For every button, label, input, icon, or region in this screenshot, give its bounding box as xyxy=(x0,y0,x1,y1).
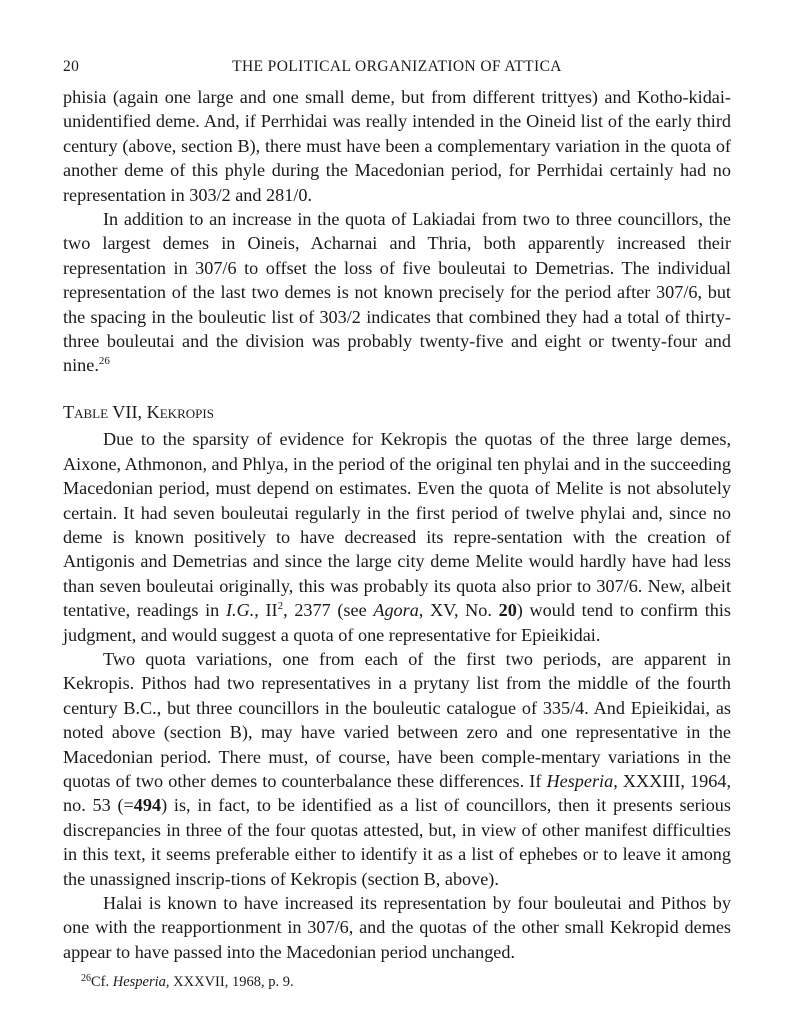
footnote-rest: , XXXVII, 1968, p. 9. xyxy=(165,974,294,991)
ig-citation: I.G. xyxy=(225,600,255,621)
paragraph-5: Halai is known to have increased its representation by four bouleutai and Pithos by one with the reapportionment in 307/6, and the quotas of the other small Kekropid demes appear to have passed into the Macedonian period unchanged. xyxy=(63,893,731,962)
footnote-26 xyxy=(81,972,731,992)
agora-citation: Agora xyxy=(373,600,419,621)
section-heading-text: Table VII, Kekropis xyxy=(63,401,214,422)
footnote-number: 26 xyxy=(81,973,91,985)
hesperia-citation: Hesperia xyxy=(546,770,614,791)
paragraph-4-part-c: , XXXIII, 1964, no. 53 (= xyxy=(63,770,731,816)
paragraph-3-part-a: Due to the sparsity of evidence for Kekropis the quotas of the three large demes, Aixone, Athmonon, and Phlya, in the period of the original ten phylai and in the succeeding Macedonian period, must depend on estimates. Even the quota of Melite is not absolutely certain. It had seven bouleutai regularly in the first period of twelve phylai and, since no deme is known positively to have decreased its repre-sentation with the creation of Antigonis and Demetrias and since the large city deme Melite would hardly have had less than seven bouleutai originally, this was probably its quota also prior to 307/6. New, albeit tentative, readings in xyxy=(63,429,731,621)
paragraph-1: phisia (again one large and one small deme, but from different trittyes) and Kotho-kidai-unidentified deme. And, if Perrhidai was really intended in the Oineid list of the early third century (above, section B), there must have been a complementary variation in the quota of another deme of this phyle during the Macedonian period, for Perrhidai certainly had no representation in 303/2 and 281/0. xyxy=(63,87,731,205)
running-head xyxy=(63,58,731,84)
page xyxy=(63,58,731,992)
agora-number: 20 xyxy=(498,600,517,621)
paragraph-2-text: In addition to an increase in the quota of Lakiadai from two to three councillors, the two largest demes in Oineis, Acharnai and Thria, both apparently increased their representation in 307/6 to offset the loss of five bouleutai to Demetrias. The individual representation of the last two demes is not known precisely for the period after 307/6, but the spacing in the bouleutic list of 303/2 indicates that combined they had a total of thirty-three bouleutai and the division was probably twenty-five and eight or twenty-four and nine. xyxy=(63,209,731,376)
paragraph-2 xyxy=(63,207,731,378)
inscription-number: 494 xyxy=(133,795,162,816)
paragraph-4 xyxy=(63,647,731,891)
footnote-ref-26[interactable]: 26 xyxy=(98,355,110,368)
paragraph-3-part-b: , II xyxy=(254,600,278,621)
paragraph-3-part-d: , XV, No. xyxy=(418,600,499,621)
page-number: 20 xyxy=(63,58,80,75)
running-title: THE POLITICAL ORGANIZATION OF ATTICA xyxy=(232,58,562,75)
footnote-prefix: Cf. xyxy=(91,974,113,991)
body-text xyxy=(63,85,731,964)
paragraph-4-part-d: ) is, in fact, to be identified as a list of councillors, then it presents serious discrepancies in three of the four quotas attested, but, in view of other manifest difficulties in this text, it seems preferable either to identify it as a list of ephebes or to leave it among the unassigned inscrip-tions of Kekropis (section B, above). xyxy=(63,795,731,889)
ig-superscript: 2 xyxy=(277,600,284,613)
paragraph-3-part-c: , 2377 (see xyxy=(283,600,374,621)
bc-abbreviation: B.C. xyxy=(123,697,157,718)
footnote-journal: Hesperia xyxy=(112,974,166,991)
paragraph-4-part-a: Two quota variations, one from each of the first two periods, are apparent in Kekropis. Pithos had two representatives in a prytany list from the middle of the fourth century xyxy=(63,648,731,718)
paragraph-4-part-b: , but three councillors in the bouleutic catalogue of 335/4. And Epieikidai, as noted above (section B), may have varied between zero and one representative in the Macedonian period. There must, of course, have been comple-mentary variations in the quotas of two other demes to counterbalance these differences. If xyxy=(63,697,732,791)
paragraph-3-part-e: ) would tend to confirm this judgment, and would suggest a quota of one representative for Epieikidai. xyxy=(63,600,731,645)
paragraph-3 xyxy=(63,427,731,647)
section-heading xyxy=(63,400,731,424)
